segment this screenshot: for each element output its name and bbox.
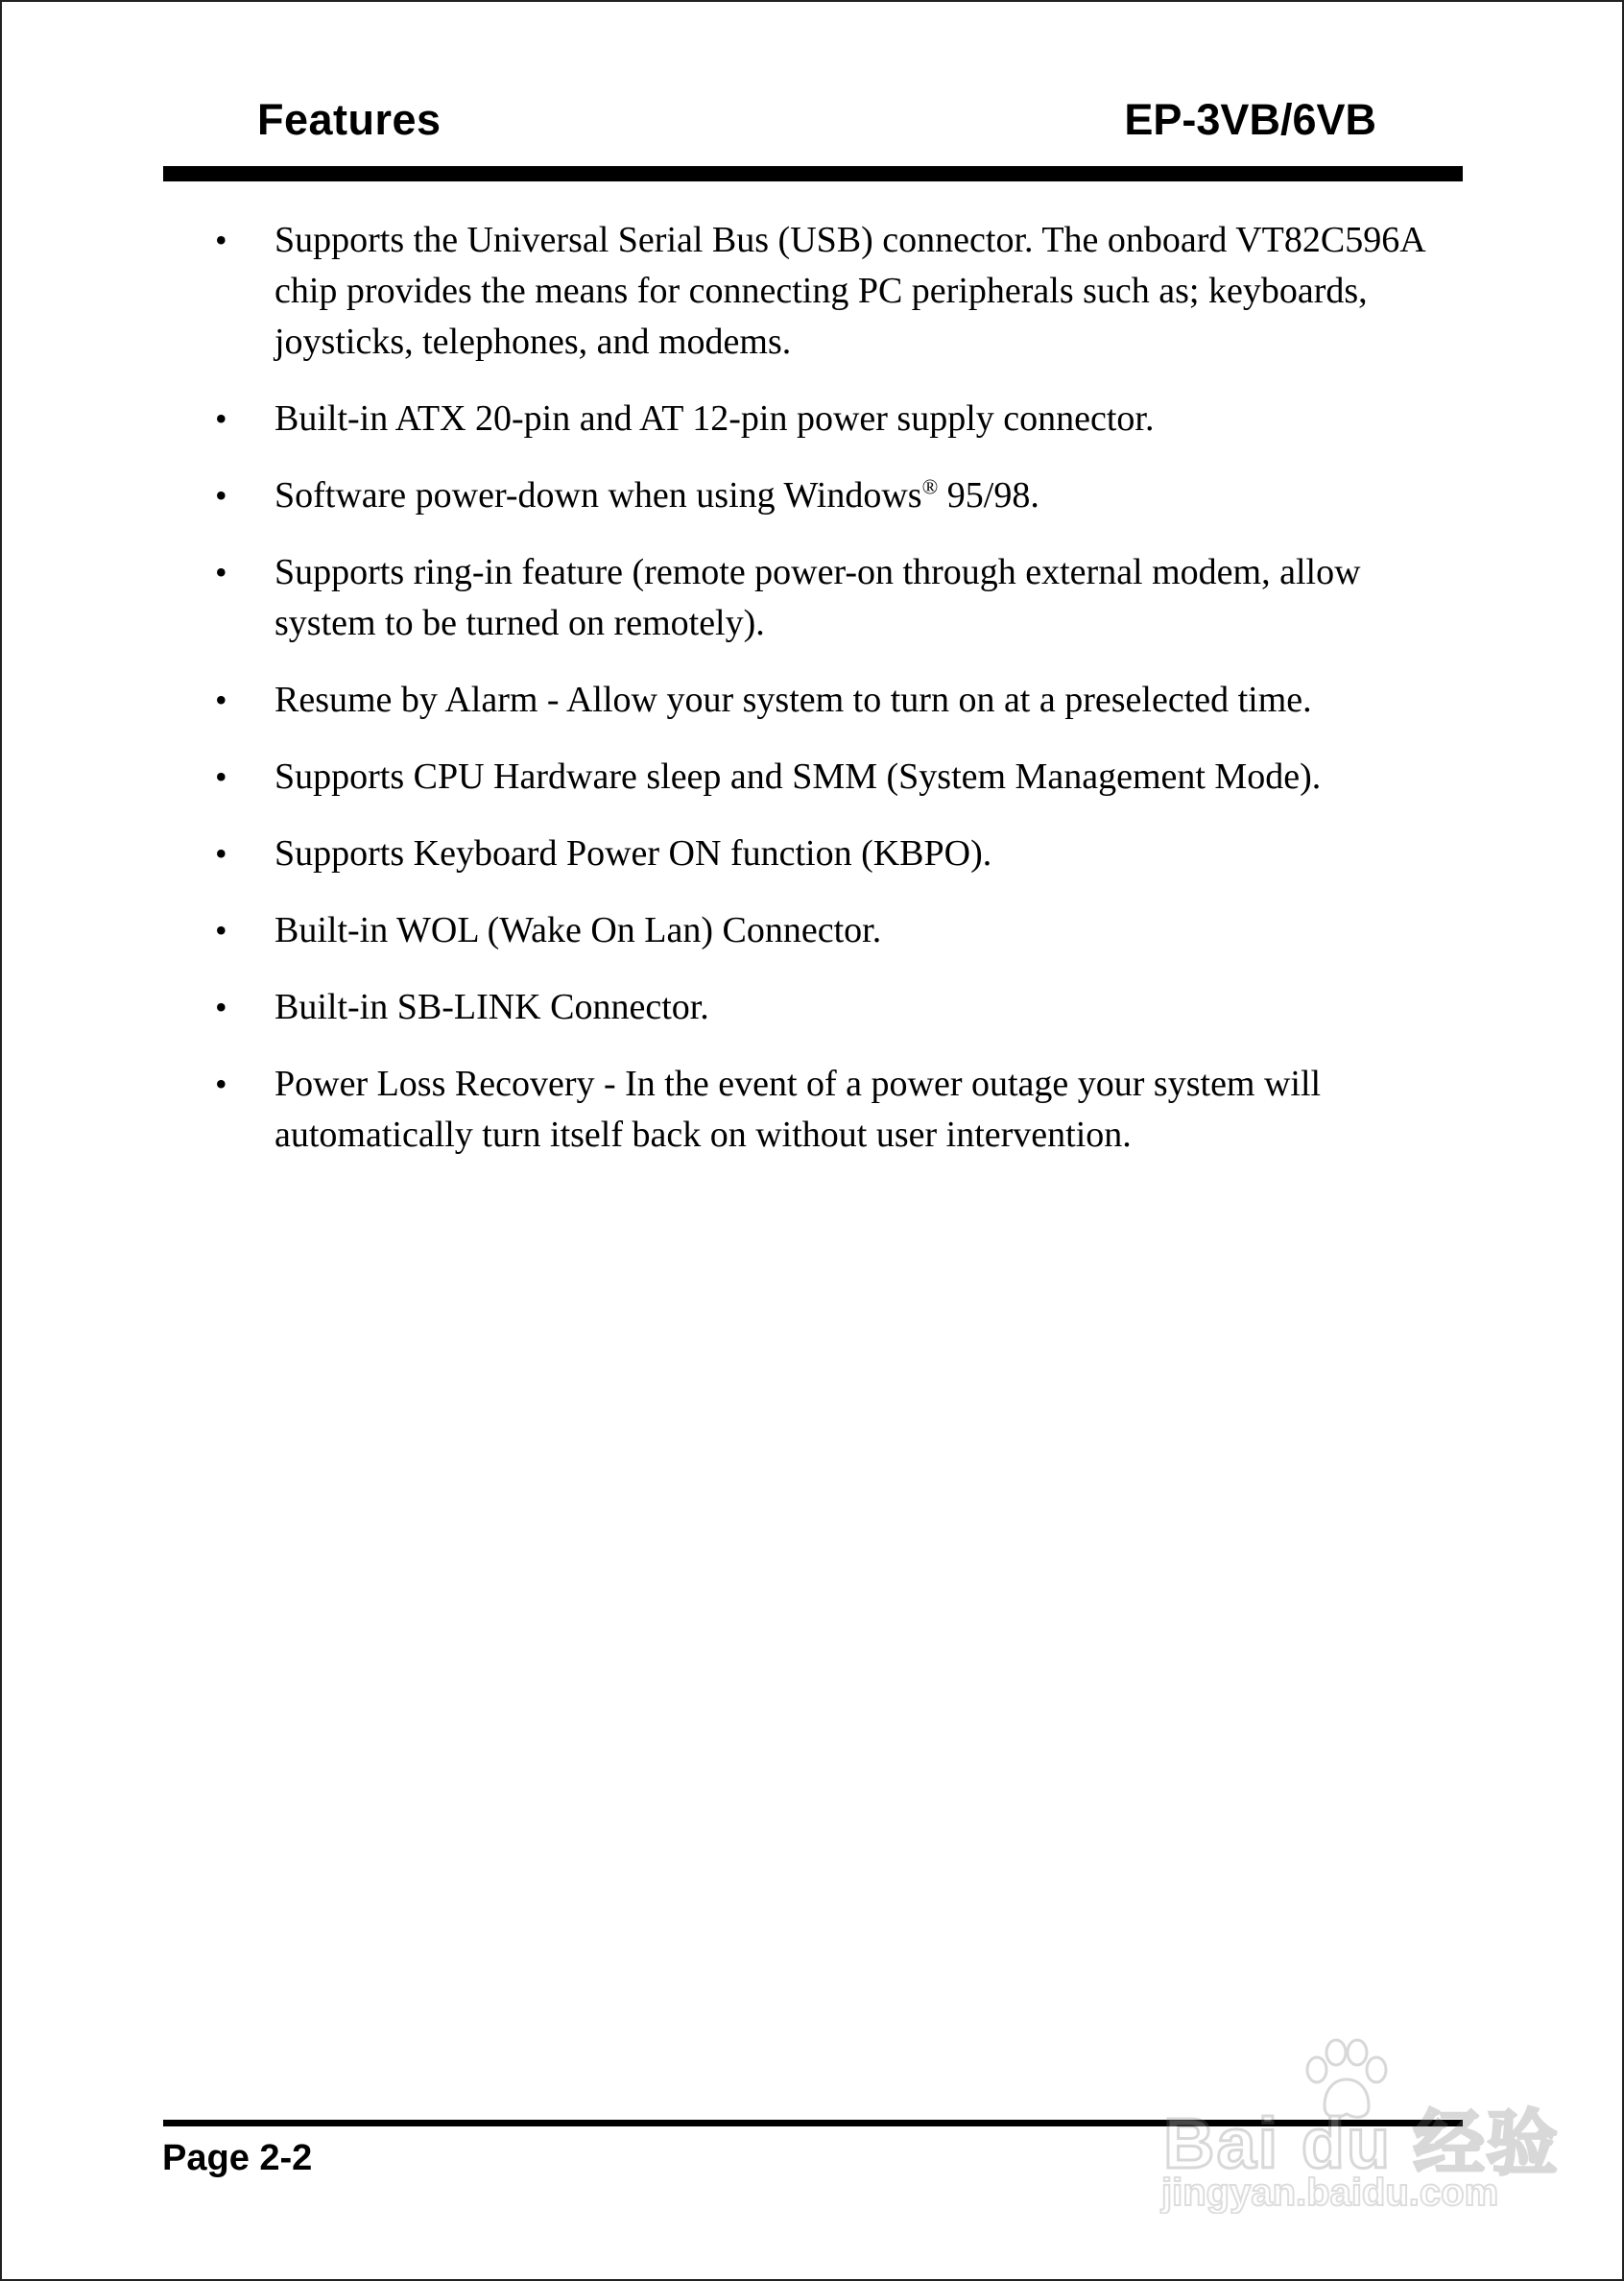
feature-text: Resume by Alarm - Allow your system to turn on at a preselected time. [275,680,1312,720]
bullet-icon: • [215,834,227,873]
bullet-icon: • [215,221,227,259]
bullet-icon: • [215,988,227,1026]
feature-item-power-loss-recovery [215,1059,1463,1161]
watermark-brand: Bai du 经验 [1163,2103,1560,2183]
feature-text: Power Loss Recovery - In the event of a power outage your system will automatically turn itself back on without user intervention. [275,1064,1322,1155]
feature-item-software-power-down [215,470,1463,521]
feature-text: Software power-down when using Windows [275,475,922,516]
feature-item-power-connector [215,394,1463,444]
watermark-url: jingyan.baidu.com [1161,2172,1499,2214]
feature-text: Built-in ATX 20-pin and AT 12-pin power supply connector. [275,398,1155,439]
feature-item-wol [215,905,1463,956]
model-name: EP-3VB/6VB [1124,95,1376,144]
bullet-icon: • [215,476,227,515]
feature-text: Built-in SB-LINK Connector. [275,987,709,1027]
feature-text-suffix: 95/98. [938,475,1039,516]
page-number: Page 2-2 [162,2138,313,2178]
feature-item-usb [215,215,1463,368]
feature-text: Supports CPU Hardware sleep and SMM (System Management Mode). [275,756,1322,797]
registered-mark: ® [921,474,939,499]
feature-text: Supports Keyboard Power ON function (KBPO). [275,833,992,874]
baidu-watermark [1154,2037,1560,2229]
header-divider [163,166,1463,181]
bullet-icon: • [215,681,227,719]
feature-text: Built-in WOL (Wake On Lan) Connector. [275,910,882,950]
bullet-icon: • [215,553,227,591]
bullet-icon: • [215,1065,227,1103]
feature-item-kbpo [215,828,1463,879]
feature-text: Supports ring-in feature (remote power-on through external modem, allow system to be turned on remotely). [275,552,1361,643]
feature-item-resume-by-alarm [215,675,1463,726]
section-title: Features [257,95,442,144]
feature-text: Supports the Universal Serial Bus (USB) connector. The onboard VT82C596A chip provides the means for connecting PC peripherals such as; keyboards, joysticks, telephones, and modems. [275,220,1424,362]
feature-list [215,215,1463,1187]
feature-item-cpu-sleep [215,752,1463,803]
bullet-icon: • [215,757,227,796]
bullet-icon: • [215,399,227,438]
bullet-icon: • [215,911,227,949]
feature-item-ring-in [215,547,1463,649]
feature-item-sb-link [215,982,1463,1033]
